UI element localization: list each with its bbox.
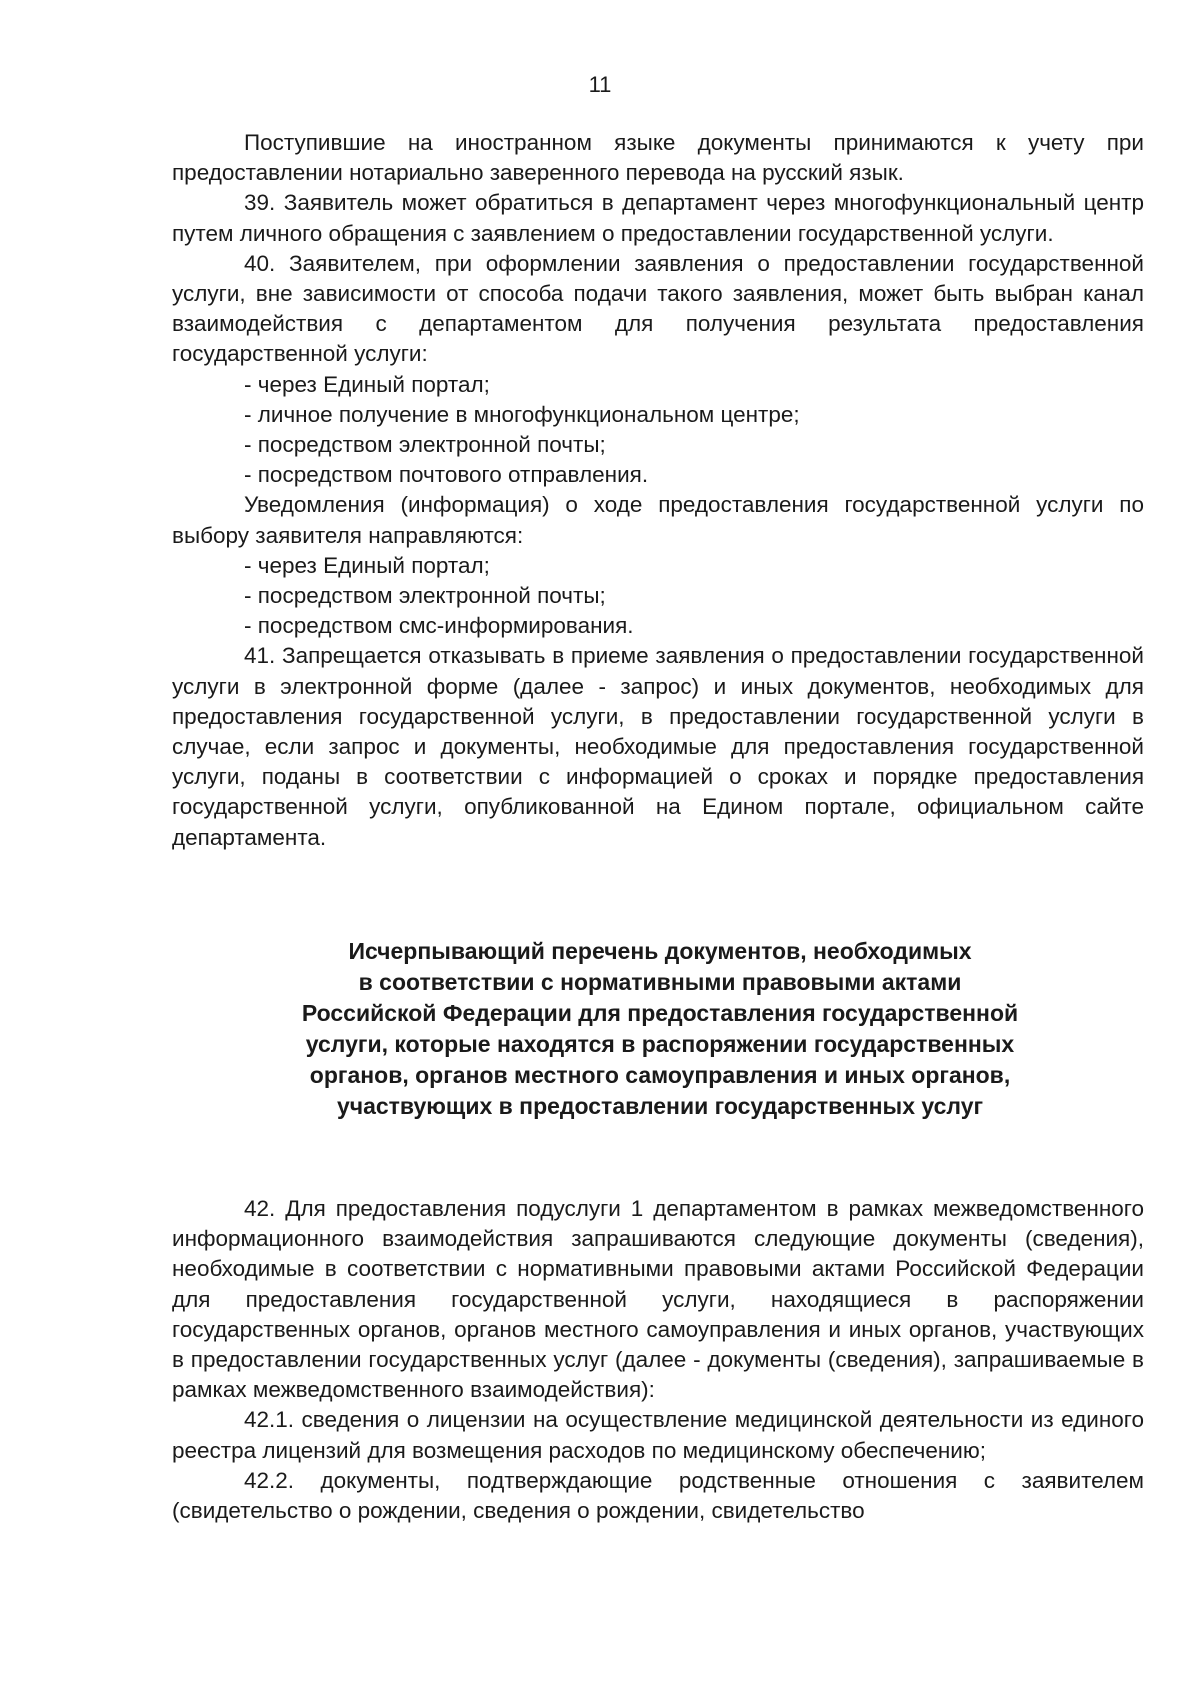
heading-line: Исчерпывающий перечень документов, необходимых: [348, 938, 972, 964]
heading-line: Российской Федерации для предоставления государственной: [301, 1000, 1019, 1026]
paragraph-42: 42. Для предоставления подуслуги 1 департаментом в рамках межведомственного информационного взаимодействия запрашиваются следующие документы (сведения), необходимые в соответствии с нормативными правовыми актами Российской Федерации для предоставления государственной услуги, находящиеся в распоряжении государственных органов, органов местного самоуправления и иных органов, участвующих в предоставлении государственных услуг (далее - документы (сведения), запрашиваемые в рамках межведомственного взаимодействия):: [172, 1196, 1144, 1403]
list-item: - через Единый портал;: [244, 371, 490, 397]
list-item: - посредством почтового отправления.: [244, 462, 649, 488]
paragraph-42-2: 42.2. документы, подтверждающие родственные отношения с заявителем (свидетельство о рождении, сведения о рождении, свидетельство: [172, 1467, 1144, 1524]
list-item: - через Единый портал;: [244, 552, 490, 578]
list-item: - личное получение в многофункциональном центре;: [244, 401, 800, 427]
heading-line: участвующих в предоставлении государственных услуг: [336, 1093, 984, 1119]
heading-line: в соответствии с нормативными правовыми актами: [358, 969, 962, 995]
heading-line: органов, органов местного самоуправления и иных органов,: [309, 1062, 1011, 1088]
list-item: - посредством электронной почты;: [244, 432, 606, 458]
list-item: - посредством электронной почты;: [244, 583, 606, 609]
paragraph-foreign-documents: Поступившие на иностранном языке документы принимаются к учету при предоставлении нотариально заверенного перевода на русский язык.: [172, 130, 1144, 186]
paragraph-40: 40. Заявителем, при оформлении заявления о предоставлении государственной услуги, вне зависимости от способа подачи такого заявления, может быть выбран канал взаимодействия с департаментом для получения результата предоставления государственной услуги:: [172, 250, 1144, 367]
paragraph-39: 39. Заявитель может обратиться в департамент через многофункциональный центр путем личного обращения с заявлением о предоставлении государственной услуги.: [172, 190, 1144, 246]
section-heading: [200, 936, 1120, 1122]
heading-line: услуги, которые находятся в распоряжении государственных: [305, 1031, 1015, 1057]
list-item: - посредством смс-информирования.: [244, 613, 634, 639]
body-section-a: [172, 128, 1144, 853]
page-number: 11: [588, 72, 612, 97]
paragraph-notifications: Уведомления (информация) о ходе предоставления государственной услуги по выбору заявителя направляются:: [172, 492, 1144, 548]
body-section-b: [172, 1194, 1144, 1526]
paragraph-41: 41. Запрещается отказывать в приеме заявления о предоставлении государственной услуги в электронной форме (далее - запрос) и иных документов, необходимых для предоставления государственной услуги, в предоставлении государственной услуги в случае, если запрос и документы, необходимые для предоставления государственной услуги, поданы в соответствии с информацией о сроках и порядке предоставления государственной услуги, опубликованной на Едином портале, официальном сайте департамента.: [172, 643, 1144, 850]
paragraph-42-1: 42.1. сведения о лицензии на осуществление медицинской деятельности из единого реестра лицензий для возмещения расходов по медицинскому обеспечению;: [172, 1407, 1144, 1463]
